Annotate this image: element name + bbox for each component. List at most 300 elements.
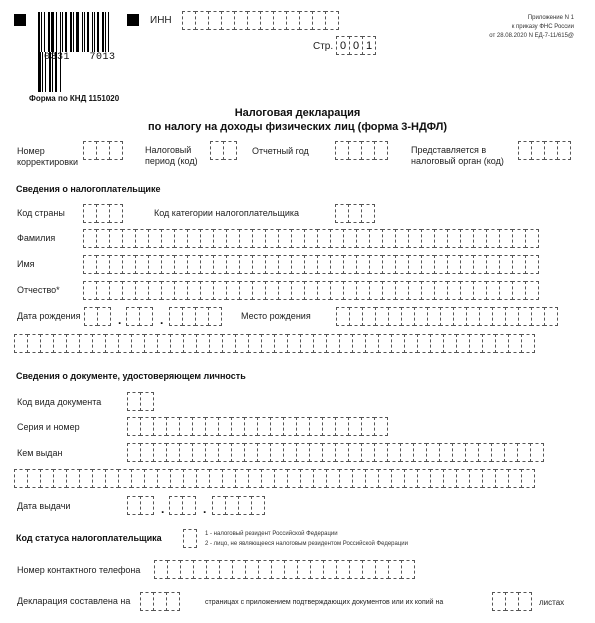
char-cell[interactable]: [404, 469, 418, 488]
char-cell[interactable]: [304, 255, 318, 274]
char-cell[interactable]: [122, 229, 136, 248]
char-cell[interactable]: [330, 229, 344, 248]
char-cell[interactable]: [504, 443, 518, 462]
char-cell[interactable]: [118, 334, 132, 353]
char-cell[interactable]: [135, 281, 149, 300]
char-cell[interactable]: [486, 255, 500, 274]
char-cell[interactable]: [349, 307, 363, 326]
char-cell[interactable]: [140, 443, 154, 462]
char-cell[interactable]: [312, 11, 326, 30]
char-cell[interactable]: [521, 469, 535, 488]
char-cell[interactable]: [235, 334, 249, 353]
char-cell[interactable]: [378, 469, 392, 488]
char-cell[interactable]: [465, 443, 479, 462]
char-cell[interactable]: [157, 334, 171, 353]
char-cell[interactable]: [210, 141, 224, 160]
char-cell[interactable]: [330, 255, 344, 274]
char-cell[interactable]: [127, 417, 141, 436]
char-cell[interactable]: [208, 307, 222, 326]
inn-field[interactable]: [182, 11, 338, 30]
char-cell[interactable]: [369, 255, 383, 274]
char-cell[interactable]: [283, 417, 297, 436]
issued-by-field-line-1[interactable]: [127, 443, 543, 462]
char-cell[interactable]: [336, 560, 350, 579]
char-cell[interactable]: [53, 334, 67, 353]
char-cell[interactable]: [330, 281, 344, 300]
char-cell[interactable]: [531, 141, 545, 160]
char-cell[interactable]: [492, 307, 506, 326]
char-cell[interactable]: [83, 141, 97, 160]
char-cell[interactable]: [161, 281, 175, 300]
char-cell[interactable]: [96, 255, 110, 274]
char-cell[interactable]: [356, 255, 370, 274]
char-cell[interactable]: [343, 281, 357, 300]
char-cell[interactable]: [304, 229, 318, 248]
char-cell[interactable]: [231, 417, 245, 436]
char-cell[interactable]: [335, 141, 349, 160]
char-cell[interactable]: [291, 229, 305, 248]
char-cell[interactable]: [525, 281, 539, 300]
char-cell[interactable]: [200, 281, 214, 300]
char-cell[interactable]: [421, 229, 435, 248]
char-cell[interactable]: [14, 469, 28, 488]
char-cell[interactable]: [443, 469, 457, 488]
char-cell[interactable]: [408, 229, 422, 248]
char-cell[interactable]: [131, 334, 145, 353]
char-cell[interactable]: [375, 560, 389, 579]
char-cell[interactable]: [105, 469, 119, 488]
char-cell[interactable]: [166, 417, 180, 436]
char-cell[interactable]: [270, 417, 284, 436]
doc-type-field[interactable]: [127, 392, 153, 411]
char-cell[interactable]: [414, 307, 428, 326]
char-cell[interactable]: [195, 11, 209, 30]
char-cell[interactable]: [174, 281, 188, 300]
char-cell[interactable]: [304, 281, 318, 300]
char-cell[interactable]: [530, 443, 544, 462]
char-cell[interactable]: [153, 592, 167, 611]
char-cell[interactable]: [518, 307, 532, 326]
pages-count-field[interactable]: [140, 592, 179, 611]
char-cell[interactable]: [348, 417, 362, 436]
year-field[interactable]: [335, 141, 387, 160]
char-cell[interactable]: [479, 307, 493, 326]
char-cell[interactable]: [426, 443, 440, 462]
char-cell[interactable]: [265, 229, 279, 248]
char-cell[interactable]: [109, 204, 123, 223]
char-cell[interactable]: [154, 560, 168, 579]
char-cell[interactable]: [495, 334, 509, 353]
char-cell[interactable]: [456, 469, 470, 488]
char-cell[interactable]: [244, 417, 258, 436]
char-cell[interactable]: [505, 307, 519, 326]
char-cell[interactable]: [274, 334, 288, 353]
char-cell[interactable]: [187, 229, 201, 248]
char-cell[interactable]: [226, 281, 240, 300]
char-cell[interactable]: [512, 229, 526, 248]
char-cell[interactable]: [482, 334, 496, 353]
char-cell[interactable]: [170, 334, 184, 353]
char-cell[interactable]: [401, 560, 415, 579]
char-cell[interactable]: [499, 281, 513, 300]
issue-date-day-field[interactable]: [127, 496, 153, 515]
char-cell[interactable]: [83, 255, 97, 274]
char-cell[interactable]: [486, 281, 500, 300]
char-cell[interactable]: [148, 255, 162, 274]
char-cell[interactable]: [452, 443, 466, 462]
char-cell[interactable]: [83, 229, 97, 248]
char-cell[interactable]: [517, 443, 531, 462]
char-cell[interactable]: [447, 255, 461, 274]
char-cell[interactable]: [245, 560, 259, 579]
char-cell[interactable]: [273, 11, 287, 30]
char-cell[interactable]: [375, 307, 389, 326]
birthdate-month-field[interactable]: [126, 307, 152, 326]
char-cell[interactable]: [391, 334, 405, 353]
char-cell[interactable]: [122, 255, 136, 274]
char-cell[interactable]: [421, 281, 435, 300]
char-cell[interactable]: [66, 469, 80, 488]
name-field[interactable]: [83, 255, 538, 274]
char-cell[interactable]: [313, 469, 327, 488]
country-field[interactable]: [83, 204, 122, 223]
char-cell[interactable]: [291, 281, 305, 300]
char-cell[interactable]: [343, 255, 357, 274]
char-cell[interactable]: [96, 281, 110, 300]
char-cell[interactable]: [109, 229, 123, 248]
char-cell[interactable]: [460, 281, 474, 300]
char-cell[interactable]: [144, 334, 158, 353]
char-cell[interactable]: [213, 281, 227, 300]
char-cell[interactable]: [96, 141, 110, 160]
char-cell[interactable]: [310, 560, 324, 579]
char-cell[interactable]: [365, 334, 379, 353]
char-cell[interactable]: [179, 443, 193, 462]
char-cell[interactable]: [369, 281, 383, 300]
char-cell[interactable]: [456, 334, 470, 353]
char-cell[interactable]: [323, 560, 337, 579]
char-cell[interactable]: [361, 417, 375, 436]
status-field[interactable]: [183, 529, 196, 548]
char-cell[interactable]: [491, 443, 505, 462]
char-cell[interactable]: [140, 496, 154, 515]
char-cell[interactable]: [374, 443, 388, 462]
char-cell[interactable]: [174, 255, 188, 274]
char-cell[interactable]: [322, 417, 336, 436]
char-cell[interactable]: [144, 469, 158, 488]
char-cell[interactable]: [27, 469, 41, 488]
char-cell[interactable]: [287, 469, 301, 488]
char-cell[interactable]: [251, 496, 265, 515]
char-cell[interactable]: [96, 229, 110, 248]
char-cell[interactable]: [300, 334, 314, 353]
char-cell[interactable]: [361, 204, 375, 223]
authority-field[interactable]: [518, 141, 570, 160]
char-cell[interactable]: [417, 469, 431, 488]
char-cell[interactable]: [335, 443, 349, 462]
char-cell[interactable]: [170, 469, 184, 488]
birthdate-year-field[interactable]: [169, 307, 221, 326]
char-cell[interactable]: [300, 469, 314, 488]
char-cell[interactable]: [252, 255, 266, 274]
char-cell[interactable]: [127, 443, 141, 462]
char-cell[interactable]: [362, 560, 376, 579]
char-cell[interactable]: [453, 307, 467, 326]
char-cell[interactable]: [382, 229, 396, 248]
char-cell[interactable]: [226, 255, 240, 274]
char-cell[interactable]: [161, 229, 175, 248]
char-cell[interactable]: [326, 469, 340, 488]
char-cell[interactable]: [166, 443, 180, 462]
char-cell[interactable]: [148, 281, 162, 300]
char-cell[interactable]: [374, 141, 388, 160]
char-cell[interactable]: [518, 592, 532, 611]
char-cell[interactable]: [339, 469, 353, 488]
char-cell[interactable]: [518, 141, 532, 160]
category-field[interactable]: [335, 204, 374, 223]
char-cell[interactable]: [208, 11, 222, 30]
char-cell[interactable]: [495, 469, 509, 488]
char-cell[interactable]: [167, 560, 181, 579]
char-cell[interactable]: [291, 255, 305, 274]
char-cell[interactable]: [356, 281, 370, 300]
char-cell[interactable]: [283, 443, 297, 462]
char-cell[interactable]: [466, 307, 480, 326]
char-cell[interactable]: [469, 334, 483, 353]
char-cell[interactable]: [195, 307, 209, 326]
char-cell[interactable]: [238, 496, 252, 515]
char-cell[interactable]: [127, 496, 141, 515]
char-cell[interactable]: [286, 11, 300, 30]
char-cell[interactable]: [196, 469, 210, 488]
char-cell[interactable]: [348, 443, 362, 462]
char-cell[interactable]: [127, 392, 141, 411]
char-cell[interactable]: [336, 307, 350, 326]
char-cell[interactable]: [352, 469, 366, 488]
char-cell[interactable]: [299, 11, 313, 30]
char-cell[interactable]: [348, 204, 362, 223]
char-cell[interactable]: [486, 229, 500, 248]
char-cell[interactable]: [326, 334, 340, 353]
char-cell[interactable]: [531, 307, 545, 326]
char-cell[interactable]: [361, 141, 375, 160]
char-cell[interactable]: [382, 281, 396, 300]
char-cell[interactable]: [278, 281, 292, 300]
char-cell[interactable]: [512, 281, 526, 300]
char-cell[interactable]: [296, 443, 310, 462]
char-cell[interactable]: [235, 469, 249, 488]
char-cell[interactable]: [388, 560, 402, 579]
char-cell[interactable]: [179, 417, 193, 436]
char-cell[interactable]: [96, 204, 110, 223]
issued-by-field-line-2[interactable]: [14, 469, 534, 488]
char-cell[interactable]: [14, 334, 28, 353]
char-cell[interactable]: [439, 443, 453, 462]
char-cell[interactable]: [408, 281, 422, 300]
char-cell[interactable]: [434, 255, 448, 274]
char-cell[interactable]: [339, 334, 353, 353]
char-cell[interactable]: [225, 496, 239, 515]
char-cell[interactable]: [417, 334, 431, 353]
char-cell[interactable]: [180, 560, 194, 579]
char-cell[interactable]: [192, 417, 206, 436]
char-cell[interactable]: [322, 443, 336, 462]
char-cell[interactable]: [348, 141, 362, 160]
char-cell[interactable]: [427, 307, 441, 326]
char-cell[interactable]: [270, 443, 284, 462]
char-cell[interactable]: [382, 255, 396, 274]
sheets-count-field[interactable]: [492, 592, 531, 611]
char-cell[interactable]: [260, 11, 274, 30]
char-cell[interactable]: [335, 204, 349, 223]
char-cell[interactable]: [473, 281, 487, 300]
char-cell[interactable]: [265, 281, 279, 300]
char-cell[interactable]: [193, 560, 207, 579]
char-cell[interactable]: [53, 469, 67, 488]
char-cell[interactable]: [200, 255, 214, 274]
char-cell[interactable]: [395, 229, 409, 248]
surname-field[interactable]: [83, 229, 538, 248]
char-cell[interactable]: [544, 141, 558, 160]
char-cell[interactable]: [395, 281, 409, 300]
char-cell[interactable]: [508, 334, 522, 353]
char-cell[interactable]: [257, 443, 271, 462]
char-cell[interactable]: [139, 307, 153, 326]
char-cell[interactable]: [218, 443, 232, 462]
char-cell[interactable]: [213, 255, 227, 274]
char-cell[interactable]: [84, 307, 98, 326]
char-cell[interactable]: [109, 281, 123, 300]
char-cell[interactable]: [287, 334, 301, 353]
char-cell[interactable]: [525, 255, 539, 274]
issue-date-month-field[interactable]: [169, 496, 195, 515]
char-cell[interactable]: [234, 11, 248, 30]
char-cell[interactable]: [140, 417, 154, 436]
char-cell[interactable]: [274, 469, 288, 488]
char-cell[interactable]: [223, 141, 237, 160]
char-cell[interactable]: [169, 496, 183, 515]
char-cell[interactable]: [401, 307, 415, 326]
char-cell[interactable]: [434, 281, 448, 300]
char-cell[interactable]: [131, 469, 145, 488]
char-cell[interactable]: [248, 334, 262, 353]
char-cell[interactable]: [257, 417, 271, 436]
char-cell[interactable]: [187, 255, 201, 274]
char-cell[interactable]: [231, 443, 245, 462]
char-cell[interactable]: [352, 334, 366, 353]
char-cell[interactable]: [265, 255, 279, 274]
char-cell[interactable]: [239, 281, 253, 300]
char-cell[interactable]: [544, 307, 558, 326]
char-cell[interactable]: [317, 229, 331, 248]
char-cell[interactable]: [109, 141, 123, 160]
char-cell[interactable]: [388, 307, 402, 326]
char-cell[interactable]: [118, 469, 132, 488]
char-cell[interactable]: [557, 141, 571, 160]
char-cell[interactable]: [182, 307, 196, 326]
char-cell[interactable]: [209, 469, 223, 488]
char-cell[interactable]: [395, 255, 409, 274]
char-cell[interactable]: [400, 443, 414, 462]
char-cell[interactable]: [196, 334, 210, 353]
char-cell[interactable]: [232, 560, 246, 579]
char-cell[interactable]: [183, 334, 197, 353]
char-cell[interactable]: [192, 443, 206, 462]
char-cell[interactable]: [391, 469, 405, 488]
char-cell[interactable]: [218, 417, 232, 436]
series-number-field[interactable]: [127, 417, 387, 436]
char-cell[interactable]: [361, 443, 375, 462]
char-cell[interactable]: [313, 334, 327, 353]
char-cell[interactable]: [92, 334, 106, 353]
char-cell[interactable]: [325, 11, 339, 30]
patronymic-field[interactable]: [83, 281, 538, 300]
char-cell[interactable]: [492, 592, 506, 611]
char-cell[interactable]: [105, 334, 119, 353]
char-cell[interactable]: [284, 560, 298, 579]
phone-field[interactable]: [154, 560, 414, 579]
char-cell[interactable]: [222, 469, 236, 488]
char-cell[interactable]: [182, 11, 196, 30]
birthdate-day-field[interactable]: [84, 307, 110, 326]
char-cell[interactable]: [440, 307, 454, 326]
char-cell[interactable]: [135, 255, 149, 274]
birthplace-field-line-2[interactable]: [14, 334, 534, 353]
char-cell[interactable]: [209, 334, 223, 353]
char-cell[interactable]: [66, 334, 80, 353]
char-cell[interactable]: [258, 560, 272, 579]
char-cell[interactable]: [499, 255, 513, 274]
char-cell[interactable]: [140, 592, 154, 611]
char-cell[interactable]: [349, 560, 363, 579]
char-cell[interactable]: [140, 392, 154, 411]
char-cell[interactable]: [206, 560, 220, 579]
char-cell[interactable]: [317, 281, 331, 300]
char-cell[interactable]: [221, 11, 235, 30]
char-cell[interactable]: [478, 443, 492, 462]
char-cell[interactable]: [126, 307, 140, 326]
char-cell[interactable]: [508, 469, 522, 488]
char-cell[interactable]: [239, 229, 253, 248]
char-cell[interactable]: [404, 334, 418, 353]
char-cell[interactable]: [317, 255, 331, 274]
char-cell[interactable]: [205, 417, 219, 436]
char-cell[interactable]: [430, 469, 444, 488]
char-cell[interactable]: [239, 255, 253, 274]
char-cell[interactable]: [525, 229, 539, 248]
char-cell[interactable]: [27, 334, 41, 353]
char-cell[interactable]: [378, 334, 392, 353]
char-cell[interactable]: [261, 334, 275, 353]
char-cell[interactable]: [369, 229, 383, 248]
char-cell[interactable]: [40, 469, 54, 488]
char-cell[interactable]: [135, 229, 149, 248]
char-cell[interactable]: [200, 229, 214, 248]
char-cell[interactable]: [447, 229, 461, 248]
char-cell[interactable]: [247, 11, 261, 30]
char-cell[interactable]: [153, 417, 167, 436]
char-cell[interactable]: [271, 560, 285, 579]
char-cell[interactable]: [309, 417, 323, 436]
char-cell[interactable]: [512, 255, 526, 274]
char-cell[interactable]: [182, 496, 196, 515]
char-cell[interactable]: [278, 255, 292, 274]
char-cell[interactable]: [469, 469, 483, 488]
char-cell[interactable]: [83, 281, 97, 300]
period-field[interactable]: [210, 141, 236, 160]
char-cell[interactable]: [521, 334, 535, 353]
char-cell[interactable]: [473, 229, 487, 248]
